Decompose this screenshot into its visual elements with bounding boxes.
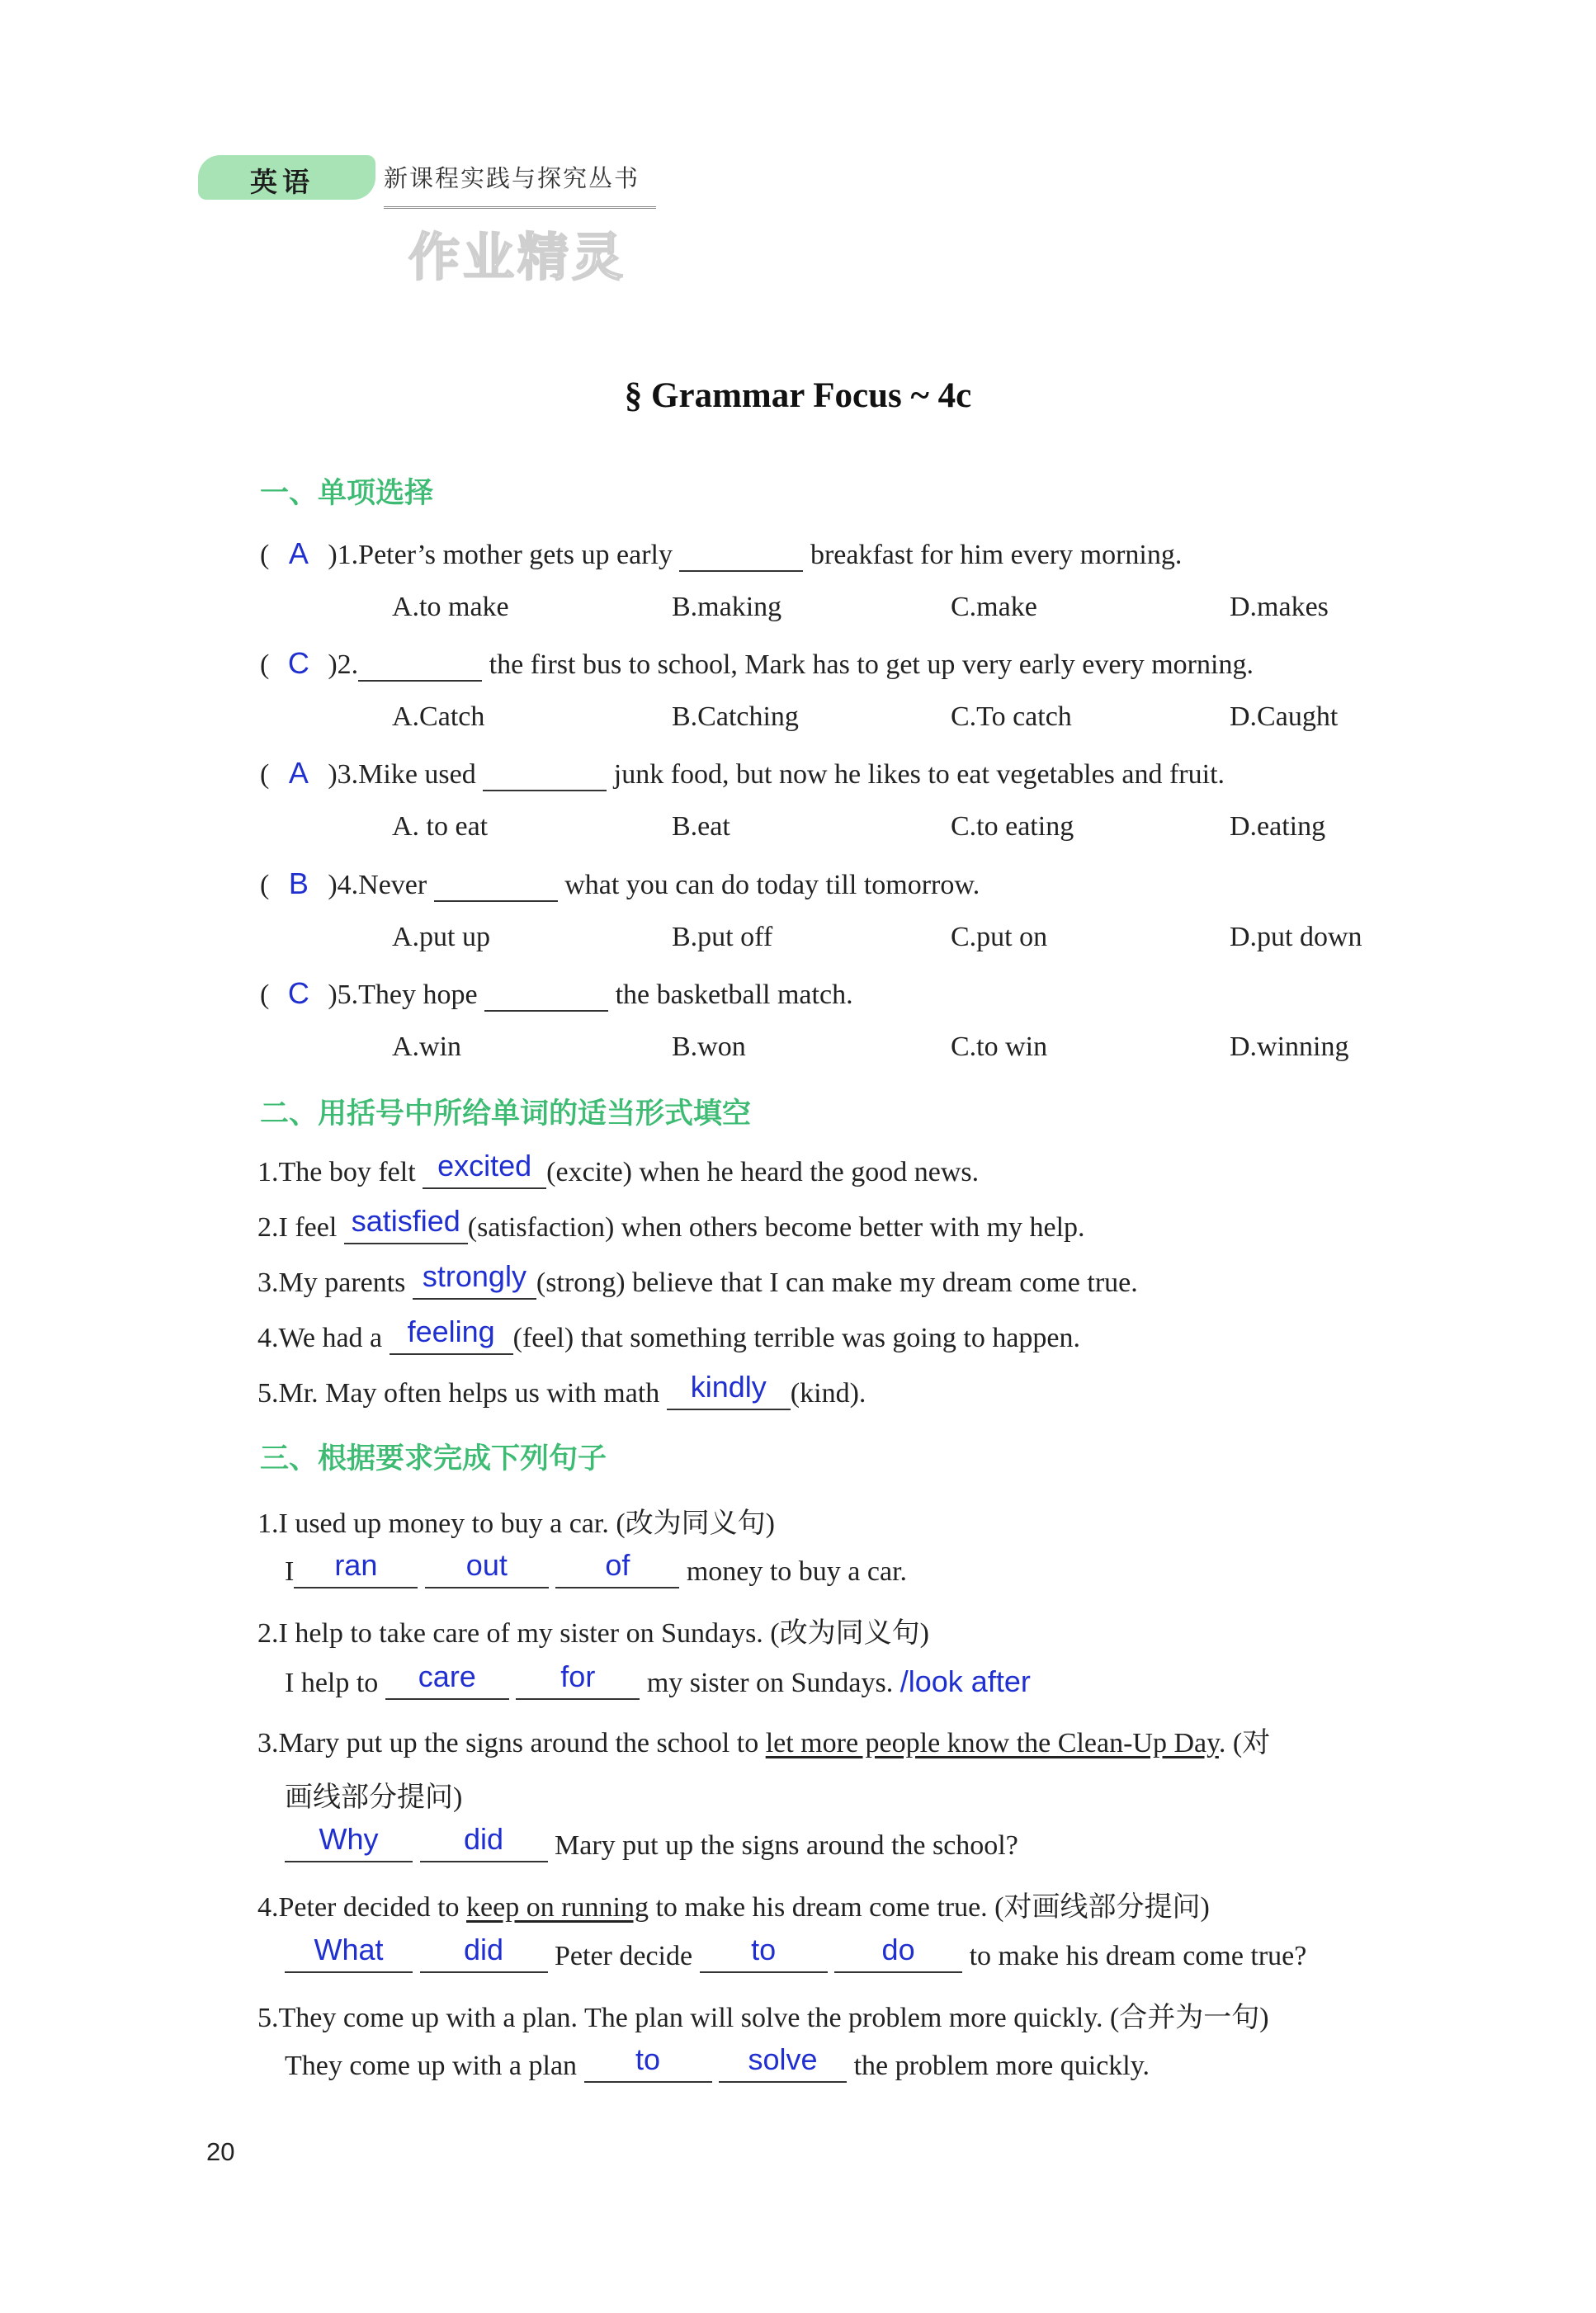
mcq-option: A.to make [392,592,509,622]
series-title: 新课程实践与探究丛书 [384,164,640,192]
mcq-question-3: ( A )3.Mike used junk food, but now he likes to eat vegetables and fruit. [260,756,1225,790]
fill-answer-2: satisfied [351,1204,460,1238]
mcq-option: C.to win [951,1031,1048,1062]
mcq-option: B.making [672,592,782,622]
mcq-question-4: ( B )4.Never what you can do today till tomorrow. [260,866,980,900]
mcq-answer-4: B [288,866,309,900]
rewrite-prompt-3: 3.Mary put up the signs around the school to let more people know the Clean-Up Day. (对 [257,1728,1271,1758]
rewrite-answer: did [463,1933,504,1966]
mcq-option: D.eating [1230,811,1326,842]
mcq-option: C.to eating [951,811,1074,842]
rewrite-alt-answer: /look after [900,1664,1031,1698]
rewrite-answer-line-5: They come up with a plan to solve the problem more quickly. [285,2042,1150,2081]
rewrite-prompt-2: 2.I help to take care of my sister on Sundays. (改为同义句) [257,1618,929,1649]
mcq-option: C.make [951,592,1037,622]
page-title: § Grammar Focus ~ 4c [624,376,972,415]
mcq-option: B.put off [672,922,773,952]
mcq-option: C.put on [951,922,1048,952]
section-heading-2: 二、用括号中所给单词的适当形式填空 [260,1097,752,1131]
rewrite-answer: care [418,1659,476,1693]
mcq-option: B.Catching [672,701,799,732]
mcq-option: A.put up [392,922,490,952]
mcq-option: D.makes [1230,592,1329,622]
mcq-blank-3 [483,760,607,791]
mcq-question-5: ( C )5.They hope the basketball match. [260,976,853,1010]
mcq-blank-5 [484,980,608,1012]
rewrite-prompt-1: 1.I used up money to buy a car. (改为同义句) [257,1508,775,1539]
fill-answer-5: kindly [690,1370,767,1404]
mcq-option: D.winning [1230,1031,1349,1062]
mcq-option: A. to eat [392,811,489,842]
rewrite-answer: What [314,1933,384,1966]
mcq-blank-1 [679,540,803,572]
fill-answer-4: feeling [407,1315,495,1348]
mcq-blank-4 [434,871,558,902]
mcq-answer-2: C [287,646,309,680]
rewrite-answer: for [560,1659,596,1693]
fill-answer-1: excited [437,1149,532,1182]
rewrite-answer: did [463,1822,504,1856]
mcq-answer-1: A [288,536,309,570]
mcq-option: B.eat [672,811,730,842]
rewrite-prompt-3-cont: 画线部分提问) [285,1782,463,1813]
rewrite-answer: of [605,1548,630,1582]
rewrite-answer-line-3: Why did Mary put up the signs around the school? [285,1829,1018,1862]
mcq-option: D.Caught [1230,701,1339,732]
mcq-option: A.Catch [392,701,485,732]
watermark: 作业精灵 [408,227,627,287]
underlined-phrase: keep on running [466,1892,649,1923]
rewrite-answer: solve [748,2042,818,2076]
fill-question-2: 2.I feel satisfied (satisfaction) when others become better with my help. [257,1204,1085,1243]
page-number: 20 [206,2137,235,2166]
fill-question-1: 1.The boy felt excited (excite) when he heard the good news. [257,1149,980,1187]
rewrite-answer-line-2: I help to care for my sister on Sundays. /look after [285,1659,1031,1698]
rewrite-prompt-4: 4.Peter decided to keep on running to make his dream come true. (对画线部分提问) [257,1892,1210,1923]
fill-question-5: 5.Mr. May often helps us with math kindly (kind). [257,1370,866,1409]
rewrite-answer: ran [334,1548,378,1582]
mcq-blank-2 [358,650,482,682]
section-heading-1: 一、单项选择 [260,477,434,510]
section-heading-3: 三、根据要求完成下列句子 [260,1442,607,1475]
rewrite-answer: Why [319,1822,379,1856]
rewrite-answer: do [881,1933,915,1966]
subject-label: 英语 [250,166,314,198]
fill-question-4: 4.We had a feeling (feel) that something terrible was going to happen. [257,1315,1080,1353]
rewrite-answer: out [465,1548,508,1582]
mcq-option: D.put down [1230,922,1362,952]
fill-answer-3: strongly [422,1259,526,1293]
rewrite-prompt-5: 5.They come up with a plan. The plan will solve the problem more quickly. (合并为一句) [257,2003,1269,2033]
mcq-option: A.win [392,1031,462,1062]
rewrite-answer: to [635,2042,661,2076]
rewrite-answer-line-4: What did Peter decide to do to make his dream come true? [285,1939,1306,1973]
fill-question-3: 3.My parents strongly (strong) believe that I can make my dream come true. [257,1259,1138,1298]
underlined-phrase: let more people know the Clean-Up Day [765,1728,1219,1758]
rewrite-answer: to [751,1933,777,1966]
mcq-question-2: ( C )2. the first bus to school, Mark has to get up very early every morning. [260,646,1254,680]
mcq-option: B.won [672,1031,746,1062]
mcq-option: C.To catch [951,701,1072,732]
mcq-answer-5: C [287,976,309,1010]
rewrite-answer-line-1: I ran out of money to buy a car. [285,1548,908,1587]
mcq-question-1: ( A )1.Peter’s mother gets up early breakfast for him every morning. [260,536,1183,570]
mcq-answer-3: A [288,756,309,790]
header-divider [384,206,656,209]
